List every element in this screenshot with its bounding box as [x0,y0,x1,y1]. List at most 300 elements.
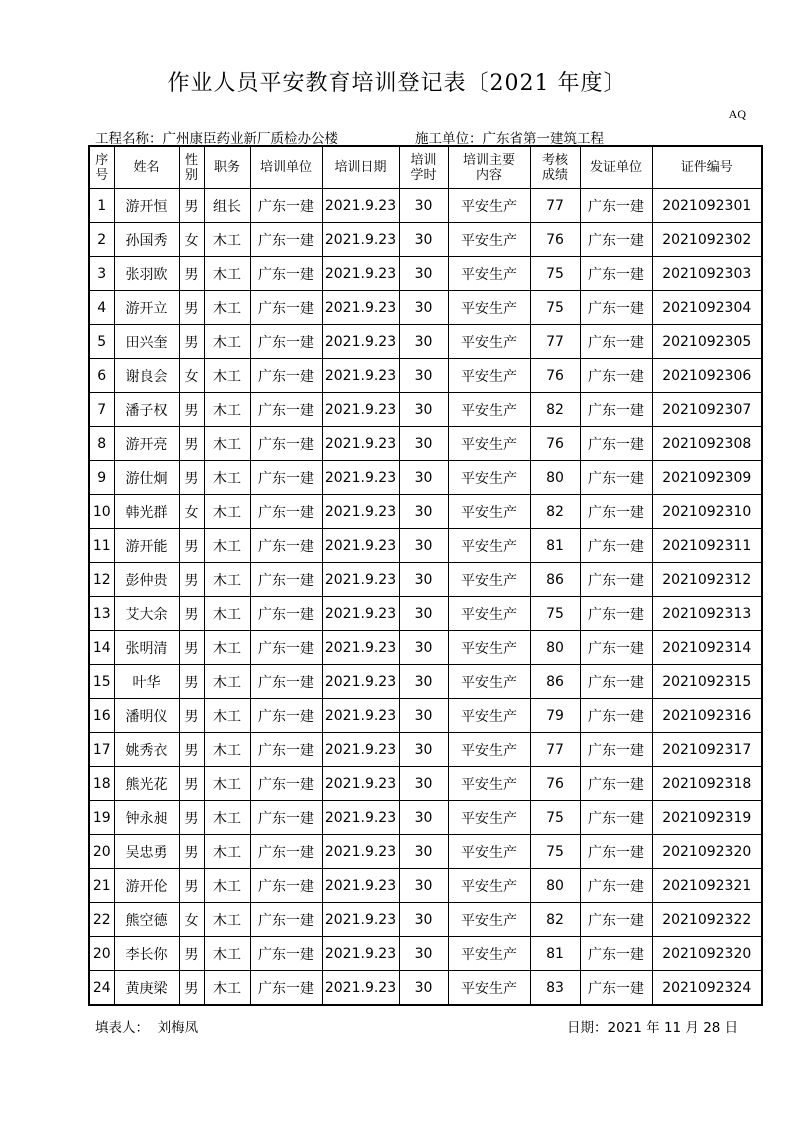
cell-sex: 男 [179,563,204,597]
col-name-header: 姓名 [114,146,179,189]
cell-date: 2021.9.23 [322,903,399,937]
cell-hours: 30 [399,971,448,1006]
cell-hours: 30 [399,665,448,699]
cell-cert: 2021092314 [652,631,762,665]
cell-role: 木工 [204,359,250,393]
cell-sex: 男 [179,393,204,427]
cell-no: 10 [89,495,114,529]
cell-content: 平安生产 [448,801,530,835]
cell-sex: 男 [179,461,204,495]
cell-name: 孙国秀 [114,223,179,257]
contractor-name: 施工单位：广东省第一建筑工程 [415,131,604,147]
fill-date: 日期：2021 年 11 月 28 日 [567,1020,739,1036]
cell-content: 平安生产 [448,393,530,427]
cell-cert: 2021092324 [652,971,762,1006]
cell-role: 木工 [204,393,250,427]
cell-score: 82 [530,495,580,529]
cell-role: 木工 [204,495,250,529]
cell-content: 平安生产 [448,937,530,971]
cell-score: 75 [530,257,580,291]
cell-unit: 广东一建 [250,223,322,257]
cell-no: 2 [89,223,114,257]
cell-cert: 2021092308 [652,427,762,461]
cell-sex: 男 [179,937,204,971]
cell-date: 2021.9.23 [322,597,399,631]
cell-content: 平安生产 [448,869,530,903]
cell-no: 20 [89,937,114,971]
cell-no: 14 [89,631,114,665]
table-row [89,597,762,631]
cell-issuer: 广东一建 [580,359,652,393]
cell-name: 游开立 [114,291,179,325]
cell-role: 木工 [204,733,250,767]
cell-content: 平安生产 [448,665,530,699]
cell-date: 2021.9.23 [322,257,399,291]
cell-name: 熊光花 [114,767,179,801]
cell-no: 22 [89,903,114,937]
cell-score: 76 [530,427,580,461]
col-content-header: 培训主要 内容 [448,146,530,189]
cell-no: 3 [89,257,114,291]
cell-issuer: 广东一建 [580,529,652,563]
cell-content: 平安生产 [448,733,530,767]
table-row [89,733,762,767]
cell-name: 潘子权 [114,393,179,427]
cell-role: 木工 [204,631,250,665]
cell-date: 2021.9.23 [322,767,399,801]
cell-score: 86 [530,665,580,699]
cell-role: 木工 [204,563,250,597]
cell-name: 游开能 [114,529,179,563]
cell-name: 熊空德 [114,903,179,937]
cell-hours: 30 [399,597,448,631]
cell-content: 平安生产 [448,597,530,631]
cell-name: 艾大余 [114,597,179,631]
cell-hours: 30 [399,699,448,733]
form-code: AQ [728,107,746,121]
cell-hours: 30 [399,359,448,393]
table-row [89,869,762,903]
cell-score: 75 [530,835,580,869]
cell-name: 钟永昶 [114,801,179,835]
cell-issuer: 广东一建 [580,291,652,325]
cell-role: 木工 [204,223,250,257]
cell-score: 82 [530,903,580,937]
filler-block [95,1016,198,1036]
cell-score: 75 [530,801,580,835]
col-date-header: 培训日期 [322,146,399,189]
cell-role: 木工 [204,971,250,1006]
cell-role: 木工 [204,257,250,291]
cell-cert: 2021092312 [652,563,762,597]
cell-issuer: 广东一建 [580,733,652,767]
cell-date: 2021.9.23 [322,699,399,733]
cell-unit: 广东一建 [250,529,322,563]
cell-unit: 广东一建 [250,971,322,1006]
cell-role: 组长 [204,189,250,223]
table-row [89,563,762,597]
cell-content: 平安生产 [448,495,530,529]
table-row [89,971,762,1006]
table-row [89,699,762,733]
cell-date: 2021.9.23 [322,223,399,257]
cell-sex: 男 [179,427,204,461]
col-no-header: 序 号 [89,146,114,189]
cell-date: 2021.9.23 [322,325,399,359]
col-hours-header: 培训 学时 [399,146,448,189]
cell-no: 18 [89,767,114,801]
cell-content: 平安生产 [448,835,530,869]
cell-name: 李长你 [114,937,179,971]
table-row [89,427,762,461]
table-row [89,257,762,291]
table-row [89,189,762,223]
cell-content: 平安生产 [448,529,530,563]
cell-content: 平安生产 [448,767,530,801]
cell-unit: 广东一建 [250,869,322,903]
cell-date: 2021.9.23 [322,189,399,223]
cell-score: 75 [530,291,580,325]
cell-content: 平安生产 [448,427,530,461]
cell-unit: 广东一建 [250,257,322,291]
cell-hours: 30 [399,427,448,461]
cell-sex: 男 [179,597,204,631]
cell-hours: 30 [399,767,448,801]
cell-date: 2021.9.23 [322,291,399,325]
cell-content: 平安生产 [448,189,530,223]
cell-unit: 广东一建 [250,801,322,835]
cell-unit: 广东一建 [250,937,322,971]
filler-label: 填表人： [95,1020,149,1036]
cell-cert: 2021092317 [652,733,762,767]
cell-role: 木工 [204,835,250,869]
cell-cert: 2021092311 [652,529,762,563]
cell-unit: 广东一建 [250,393,322,427]
cell-content: 平安生产 [448,359,530,393]
cell-sex: 女 [179,359,204,393]
cell-sex: 男 [179,665,204,699]
cell-no: 12 [89,563,114,597]
cell-unit: 广东一建 [250,665,322,699]
cell-cert: 2021092318 [652,767,762,801]
cell-role: 木工 [204,903,250,937]
table-row [89,291,762,325]
cell-date: 2021.9.23 [322,937,399,971]
cell-hours: 30 [399,257,448,291]
cell-score: 77 [530,189,580,223]
cell-no: 8 [89,427,114,461]
cell-date: 2021.9.23 [322,495,399,529]
cell-no: 7 [89,393,114,427]
cell-hours: 30 [399,393,448,427]
cell-content: 平安生产 [448,257,530,291]
cell-score: 76 [530,359,580,393]
cell-issuer: 广东一建 [580,903,652,937]
cell-role: 木工 [204,665,250,699]
cell-cert: 2021092302 [652,223,762,257]
col-issuer-header: 发证单位 [580,146,652,189]
table-row [89,325,762,359]
cell-role: 木工 [204,461,250,495]
cell-score: 82 [530,393,580,427]
cell-unit: 广东一建 [250,325,322,359]
cell-score: 80 [530,461,580,495]
cell-hours: 30 [399,801,448,835]
page-title: 作业人员平安教育培训登记表〔2021 年度〕 [167,71,627,96]
cell-sex: 女 [179,223,204,257]
table-row [89,835,762,869]
cell-sex: 男 [179,699,204,733]
cell-sex: 男 [179,971,204,1006]
cell-unit: 广东一建 [250,461,322,495]
cell-sex: 男 [179,869,204,903]
table-row [89,495,762,529]
table-header-row [89,146,762,189]
cell-role: 木工 [204,325,250,359]
cell-cert: 2021092316 [652,699,762,733]
cell-unit: 广东一建 [250,189,322,223]
cell-cert: 2021092321 [652,869,762,903]
cell-hours: 30 [399,461,448,495]
cell-score: 80 [530,869,580,903]
table-row [89,223,762,257]
cell-unit: 广东一建 [250,427,322,461]
cell-name: 彭仲贵 [114,563,179,597]
cell-role: 木工 [204,869,250,903]
cell-content: 平安生产 [448,223,530,257]
cell-hours: 30 [399,903,448,937]
cell-score: 81 [530,529,580,563]
cell-date: 2021.9.23 [322,665,399,699]
col-cert-header: 证件编号 [652,146,762,189]
cell-unit: 广东一建 [250,291,322,325]
cell-sex: 男 [179,291,204,325]
cell-name: 游开伦 [114,869,179,903]
cell-issuer: 广东一建 [580,393,652,427]
cell-date: 2021.9.23 [322,529,399,563]
cell-score: 77 [530,733,580,767]
cell-cert: 2021092303 [652,257,762,291]
cell-issuer: 广东一建 [580,801,652,835]
cell-score: 80 [530,631,580,665]
cell-date: 2021.9.23 [322,631,399,665]
cell-unit: 广东一建 [250,699,322,733]
cell-name: 游开亮 [114,427,179,461]
col-sex-header: 性 别 [179,146,204,189]
cell-content: 平安生产 [448,461,530,495]
table-body [89,189,762,1006]
cell-cert: 2021092305 [652,325,762,359]
cell-cert: 2021092301 [652,189,762,223]
cell-date: 2021.9.23 [322,733,399,767]
cell-hours: 30 [399,631,448,665]
cell-issuer: 广东一建 [580,563,652,597]
cell-hours: 30 [399,563,448,597]
table-row [89,461,762,495]
cell-content: 平安生产 [448,631,530,665]
cell-content: 平安生产 [448,903,530,937]
cell-unit: 广东一建 [250,597,322,631]
cell-unit: 广东一建 [250,835,322,869]
table-row [89,359,762,393]
cell-hours: 30 [399,733,448,767]
cell-no: 6 [89,359,114,393]
cell-issuer: 广东一建 [580,189,652,223]
table-row [89,665,762,699]
cell-score: 81 [530,937,580,971]
cell-issuer: 广东一建 [580,869,652,903]
cell-sex: 男 [179,631,204,665]
cell-name: 游仕炯 [114,461,179,495]
cell-cert: 2021092306 [652,359,762,393]
cell-hours: 30 [399,495,448,529]
cell-issuer: 广东一建 [580,223,652,257]
project-name: 工程名称：广州康臣药业新厂质检办公楼 [95,131,338,147]
cell-hours: 30 [399,835,448,869]
cell-issuer: 广东一建 [580,767,652,801]
cell-score: 79 [530,699,580,733]
training-register-table [88,145,763,1006]
cell-role: 木工 [204,767,250,801]
cell-issuer: 广东一建 [580,495,652,529]
cell-sex: 男 [179,529,204,563]
cell-role: 木工 [204,529,250,563]
col-role-header: 职务 [204,146,250,189]
cell-sex: 男 [179,801,204,835]
cell-sex: 女 [179,903,204,937]
cell-hours: 30 [399,937,448,971]
cell-name: 张羽欧 [114,257,179,291]
cell-name: 姚秀衣 [114,733,179,767]
cell-issuer: 广东一建 [580,257,652,291]
cell-role: 木工 [204,699,250,733]
col-score-header: 考核 成绩 [530,146,580,189]
cell-name: 潘明仪 [114,699,179,733]
cell-hours: 30 [399,325,448,359]
cell-date: 2021.9.23 [322,971,399,1006]
cell-role: 木工 [204,291,250,325]
cell-sex: 男 [179,767,204,801]
cell-date: 2021.9.23 [322,427,399,461]
cell-no: 4 [89,291,114,325]
cell-date: 2021.9.23 [322,461,399,495]
cell-content: 平安生产 [448,325,530,359]
cell-name: 叶华 [114,665,179,699]
cell-sex: 女 [179,495,204,529]
cell-date: 2021.9.23 [322,359,399,393]
cell-issuer: 广东一建 [580,461,652,495]
cell-hours: 30 [399,189,448,223]
cell-unit: 广东一建 [250,767,322,801]
cell-name: 张明清 [114,631,179,665]
cell-score: 75 [530,597,580,631]
table-row [89,393,762,427]
cell-cert: 2021092320 [652,835,762,869]
table-row [89,801,762,835]
table-row [89,767,762,801]
cell-no: 19 [89,801,114,835]
cell-sex: 男 [179,835,204,869]
cell-issuer: 广东一建 [580,971,652,1006]
cell-score: 76 [530,767,580,801]
cell-no: 11 [89,529,114,563]
cell-content: 平安生产 [448,971,530,1006]
cell-name: 田兴奎 [114,325,179,359]
cell-issuer: 广东一建 [580,835,652,869]
cell-issuer: 广东一建 [580,597,652,631]
cell-unit: 广东一建 [250,631,322,665]
cell-score: 83 [530,971,580,1006]
cell-no: 24 [89,971,114,1006]
cell-date: 2021.9.23 [322,835,399,869]
cell-no: 13 [89,597,114,631]
table-row [89,529,762,563]
cell-no: 20 [89,835,114,869]
cell-hours: 30 [399,223,448,257]
cell-no: 9 [89,461,114,495]
cell-sex: 男 [179,733,204,767]
cell-cert: 2021092309 [652,461,762,495]
cell-unit: 广东一建 [250,359,322,393]
cell-name: 游开恒 [114,189,179,223]
col-unit-header: 培训单位 [250,146,322,189]
cell-date: 2021.9.23 [322,563,399,597]
cell-role: 木工 [204,427,250,461]
cell-name: 韩光群 [114,495,179,529]
cell-no: 21 [89,869,114,903]
cell-issuer: 广东一建 [580,631,652,665]
cell-content: 平安生产 [448,563,530,597]
cell-cert: 2021092313 [652,597,762,631]
cell-score: 77 [530,325,580,359]
cell-unit: 广东一建 [250,733,322,767]
cell-unit: 广东一建 [250,563,322,597]
cell-role: 木工 [204,937,250,971]
cell-content: 平安生产 [448,699,530,733]
cell-issuer: 广东一建 [580,427,652,461]
cell-cert: 2021092307 [652,393,762,427]
cell-content: 平安生产 [448,291,530,325]
cell-sex: 男 [179,325,204,359]
filler-name: 刘梅凤 [157,1020,199,1036]
cell-unit: 广东一建 [250,903,322,937]
cell-issuer: 广东一建 [580,699,652,733]
cell-role: 木工 [204,597,250,631]
cell-name: 黄庚梁 [114,971,179,1006]
cell-cert: 2021092320 [652,937,762,971]
table-row [89,631,762,665]
cell-hours: 30 [399,529,448,563]
table-row [89,903,762,937]
cell-no: 5 [89,325,114,359]
cell-sex: 男 [179,189,204,223]
cell-hours: 30 [399,869,448,903]
cell-unit: 广东一建 [250,495,322,529]
cell-cert: 2021092310 [652,495,762,529]
cell-role: 木工 [204,801,250,835]
cell-hours: 30 [399,291,448,325]
cell-date: 2021.9.23 [322,801,399,835]
cell-name: 谢良会 [114,359,179,393]
cell-score: 86 [530,563,580,597]
cell-sex: 男 [179,257,204,291]
cell-issuer: 广东一建 [580,937,652,971]
cell-issuer: 广东一建 [580,665,652,699]
cell-no: 16 [89,699,114,733]
cell-no: 17 [89,733,114,767]
cell-cert: 2021092319 [652,801,762,835]
cell-cert: 2021092304 [652,291,762,325]
